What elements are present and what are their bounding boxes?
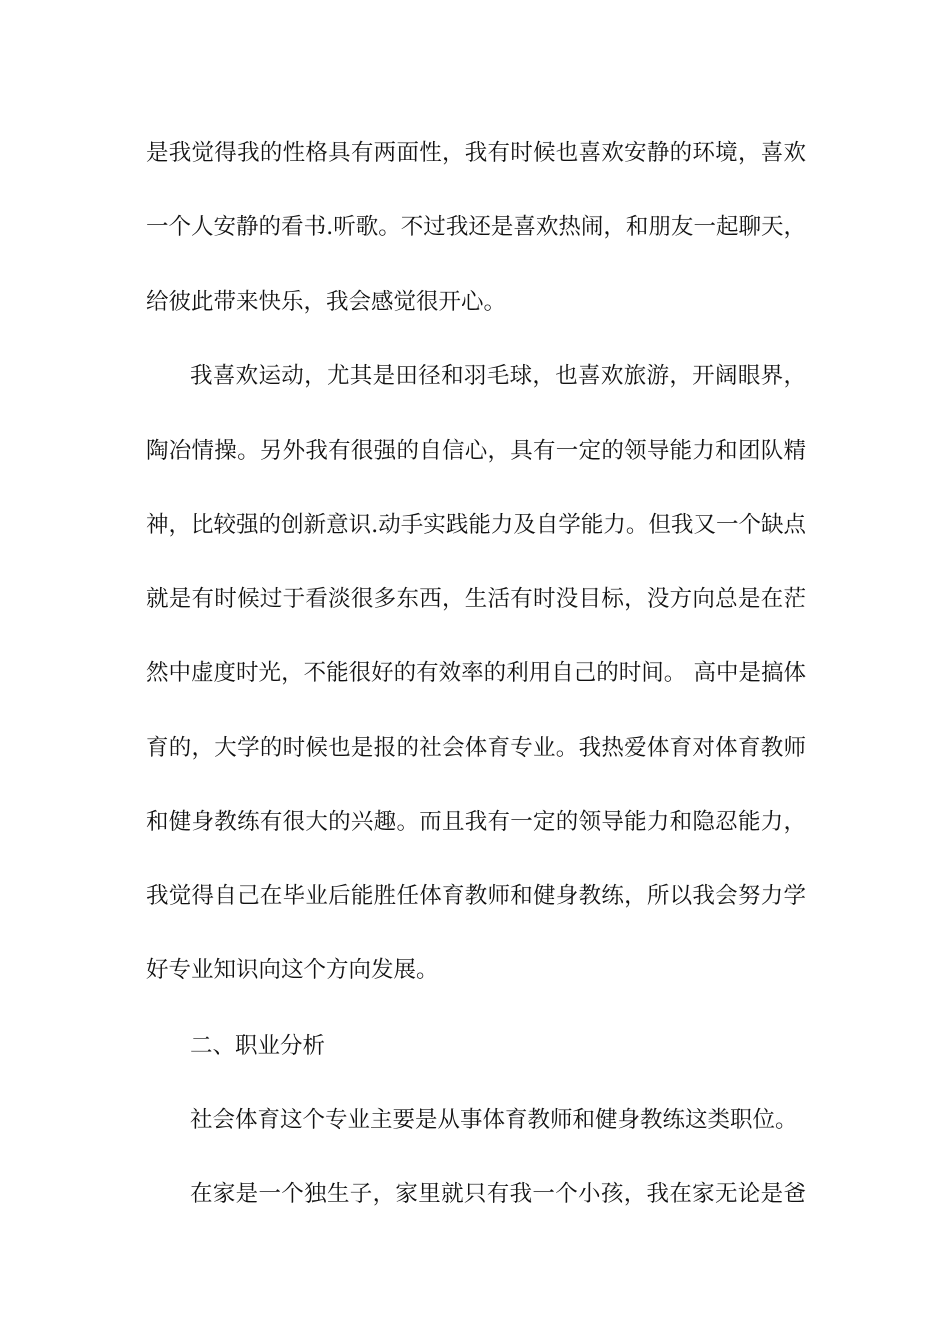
- text-line-15: 在家是一个独生子，家里就只有我一个小孩，我在家无论是爸: [190, 1181, 806, 1207]
- text-line-14: 社会体育这个专业主要是从事体育教师和健身教练这类职位。: [190, 1107, 798, 1133]
- text-line-3: 给彼此带来快乐，我会感觉很开心。: [146, 289, 507, 315]
- text-line-2: 一个人安静的看书.听歌。不过我还是喜欢热闹，和朋友一起聊天，: [146, 214, 806, 240]
- text-line-4: 我喜欢运动，尤其是田径和羽毛球，也喜欢旅游，开阔眼界，: [190, 363, 806, 389]
- text-line-11: 我觉得自己在毕业后能胜任体育教师和健身教练，所以我会努力学: [146, 883, 806, 909]
- text-line-9: 育的，大学的时候也是报的社会体育专业。我热爱体育对体育教师: [146, 735, 806, 761]
- text-line-8: 然中虚度时光，不能很好的有效率的利用自己的时间。 高中是搞体: [146, 660, 806, 686]
- text-line-1: 是我觉得我的性格具有两面性，我有时候也喜欢安静的环境，喜欢: [146, 140, 806, 166]
- text-line-6: 神，比较强的创新意识.动手实践能力及自学能力。但我又一个缺点: [146, 512, 806, 538]
- text-line-10: 和健身教练有很大的兴趣。而且我有一定的领导能力和隐忍能力，: [146, 809, 806, 835]
- text-line-12: 好专业知识向这个方向发展。: [146, 957, 439, 983]
- section-heading: 二、职业分析: [190, 1033, 326, 1059]
- text-line-7: 就是有时候过于看淡很多东西，生活有时没目标，没方向总是在茫: [146, 586, 806, 612]
- text-line-5: 陶冶情操。另外我有很强的自信心，具有一定的领导能力和团队精: [146, 438, 806, 464]
